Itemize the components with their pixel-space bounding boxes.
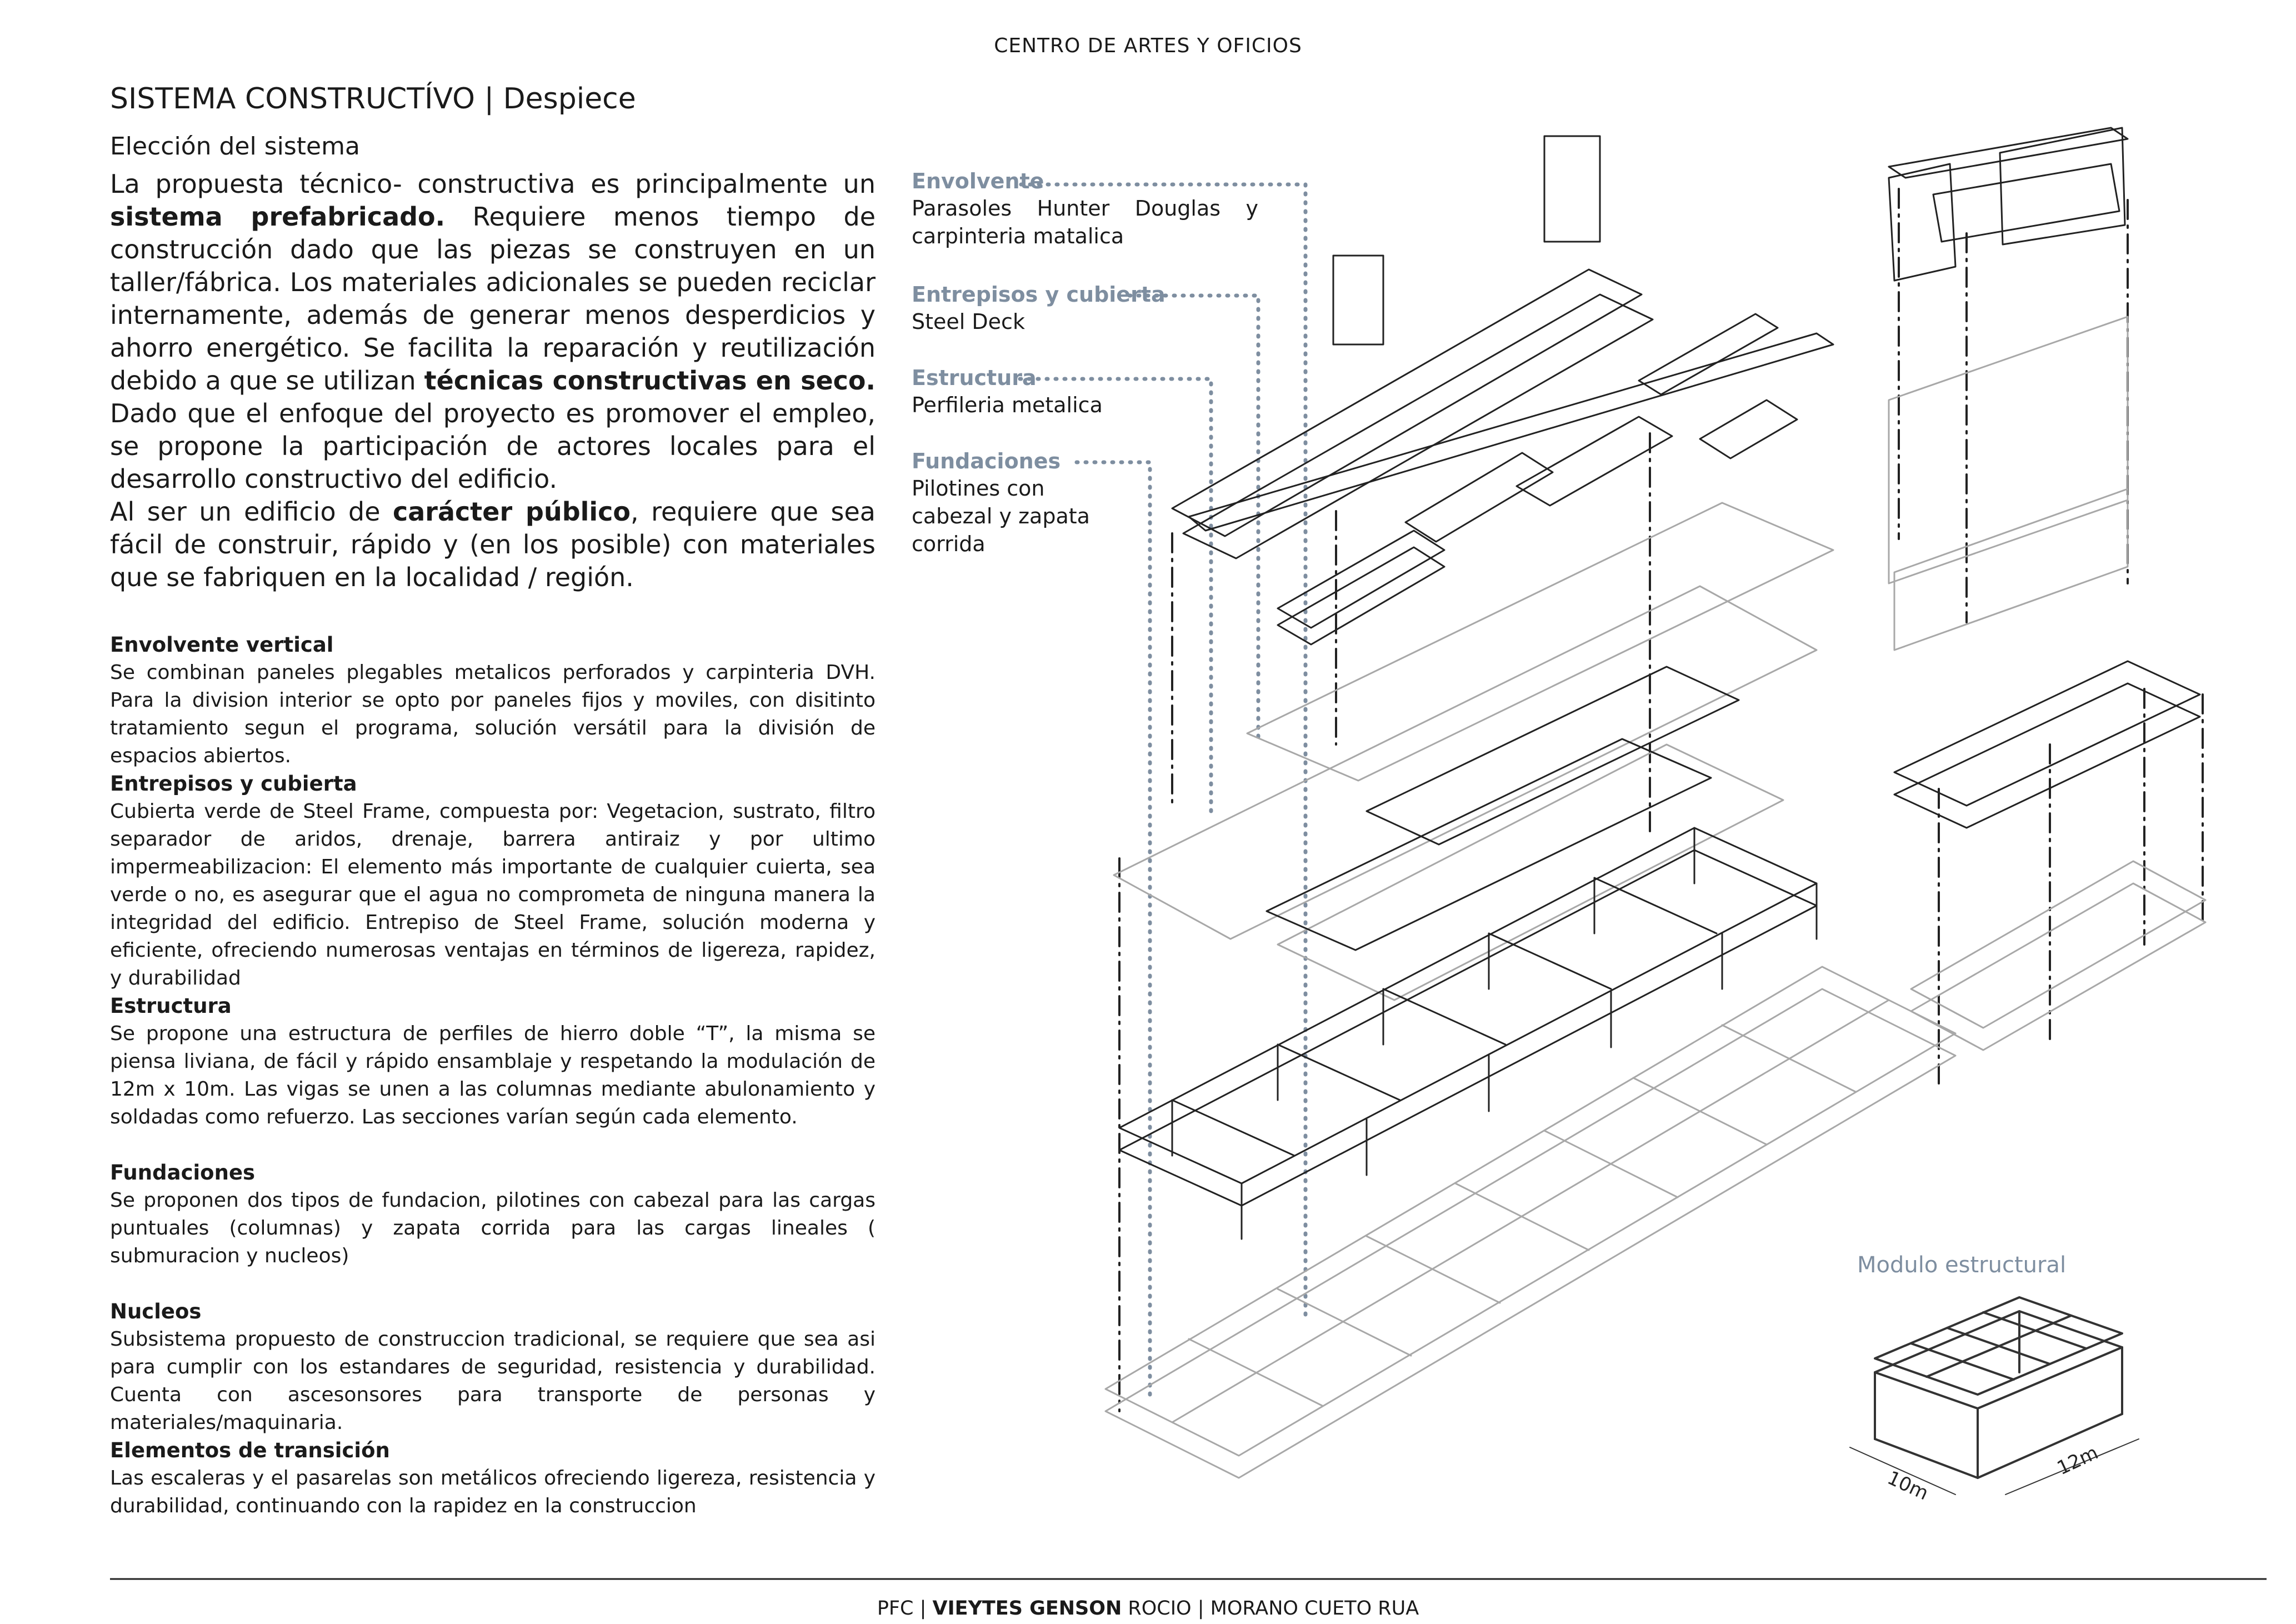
label-fundaciones bbox=[912, 448, 1112, 558]
section-text: Subsistema propuesto de construccion tradicional, se requiere que sea asi para cumplir con los estandares de seguridad, resistencia y durabilidad. Cuenta con ascesonsores para transporte de personas y materiales/maquinaria. bbox=[110, 1328, 876, 1434]
section-heading: Entrepisos y cubierta bbox=[110, 772, 357, 796]
intro-paragraph-1: La propuesta técnico- constructiva es principalmente un sistema prefabricado. Requiere menos tiempo de construcción dado que las piezas se construyen en un taller/fábrica. Los materiales adicionales se pueden reciclar internamente, además de generar menos desperdicios y ahorro energético. Se facilita la reparación y reutilización debido a que se utilizan técnicas constructivas en seco. Dado que el enfoque del proyecto es promover el empleo, se propone la participación de actores locales para el desarrollo constructivo del edificio. bbox=[110, 169, 876, 494]
section-heading: Envolvente vertical bbox=[110, 633, 334, 657]
label-key: Fundaciones bbox=[912, 449, 1061, 473]
section-text: Se combinan paneles plegables metalicos perforados y carpinteria DVH. Para la division interior se opto por paneles fijos y moviles, con disitinto tratamiento segun el programa, solución versátil para la división de espacios abiertos. bbox=[110, 661, 876, 767]
label-envolvente bbox=[912, 168, 1258, 250]
label-entrepisos-cubierta bbox=[912, 281, 1258, 336]
dimension-12m: 12m bbox=[2053, 1441, 2102, 1480]
footer-credits: PFC | VIEYTES GENSON ROCIO | MORANO CUETO RUA bbox=[877, 1597, 1419, 1620]
alignment-lines bbox=[1119, 189, 2203, 1411]
label-value: Pilotines con cabezal y zapata corrida bbox=[912, 476, 1090, 556]
intro-paragraph-2: Al ser un edificio de carácter público, requiere que sea fácil de construir, rápido y (en los posible) con materiales que se fabriquen en la localidad / región. bbox=[110, 497, 876, 592]
label-key: Estructura bbox=[912, 366, 1037, 390]
modulo-estructural-caption: Modulo estructural bbox=[1857, 1252, 2067, 1278]
section-heading: Fundaciones bbox=[110, 1161, 256, 1185]
section-heading: Elementos de transición bbox=[110, 1438, 390, 1462]
label-estructura bbox=[912, 364, 1258, 419]
slab-layer bbox=[1114, 317, 2128, 1000]
section-text: Cubierta verde de Steel Frame, compuesta por: Vegetacion, sustrato, filtro separador de aridos, drenaje, barrera antiraiz y por ultimo impermeabilizacion: El elemento más importante de cualquier cuierta, sea verde o no, es asegurar que el agua no comprometa de ninguna manera la integridad del edificio. Entrepiso de Steel Frame, solución moderna y eficiente, ofreciendo numerosas ventajas en términos de ligereza, rapidez, y durabilidad bbox=[110, 800, 876, 990]
project-title: CENTRO DE ARTES Y OFICIOS bbox=[994, 34, 1302, 57]
section-text: Las escaleras y el pasarelas son metálicos ofreciendo ligereza, resistencia y durabilidad, continuando con la rapidez en la construccion bbox=[110, 1467, 876, 1517]
label-key: Envolvente bbox=[912, 169, 1044, 193]
envelope-layer bbox=[1172, 128, 2128, 644]
section-heading: Nucleos bbox=[110, 1300, 202, 1323]
section-heading: Estructura bbox=[110, 994, 232, 1018]
foundation-layer bbox=[1106, 861, 2205, 1478]
section-text: Se proponen dos tipos de fundacion, pilotines con cabezal para las cargas puntuales (columnas) y zapata corrida para las cargas lineales ( submuracion y nucleos) bbox=[110, 1189, 876, 1267]
dimension-10m: 10m bbox=[1884, 1466, 1932, 1505]
section-subtitle: Elecciόn del sistema bbox=[110, 132, 360, 161]
label-value: Steel Deck bbox=[912, 309, 1025, 334]
label-value: Perfileria metalica bbox=[912, 393, 1103, 417]
label-value: Parasoles Hunter Douglas y carpinteria matalica bbox=[912, 196, 1258, 248]
label-key: Entrepisos y cubierta bbox=[912, 282, 1165, 307]
sheet-title: SISTEMA CONSTRUCTÍVO | Despiece bbox=[110, 82, 636, 116]
section-text: Se propone una estructura de perfiles de hierro doble “T”, la misma se piensa liviana, de fácil y rápido ensamblaje y respetando la modulación de 12m x 10m. Las vigas se unen a las columnas mediante abulonamiento y soldadas como refuerzo. Las secciones varían según cada elemento. bbox=[110, 1022, 876, 1128]
